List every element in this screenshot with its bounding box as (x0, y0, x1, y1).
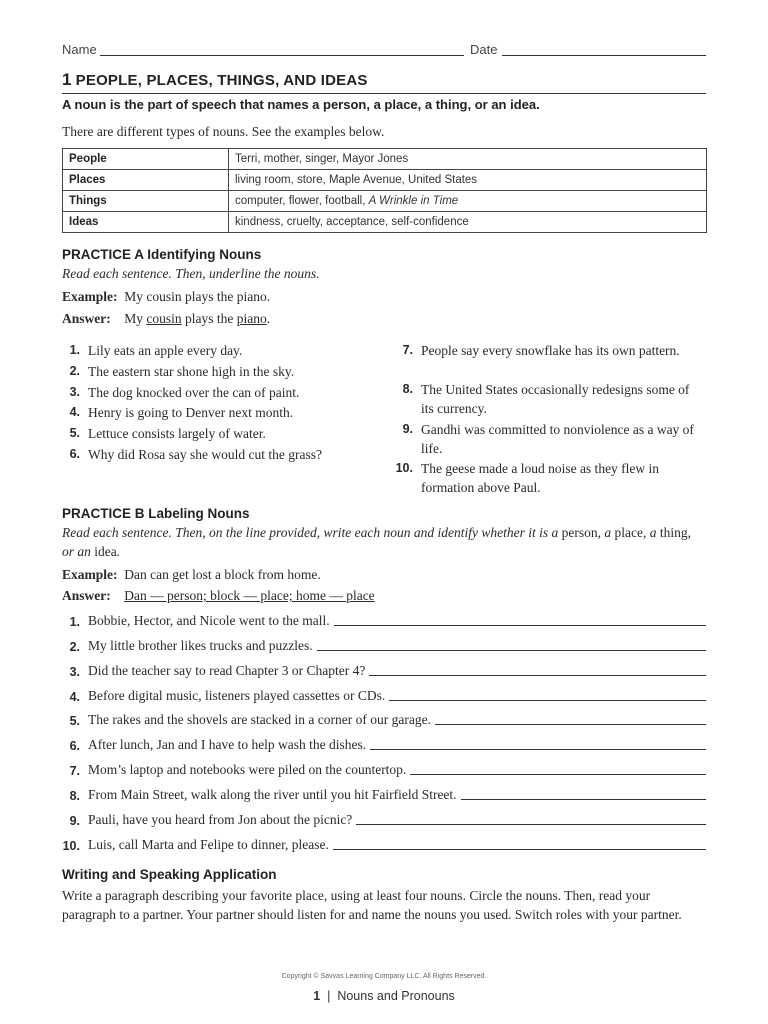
item-sentence: Henry is going to Denver next month. (88, 405, 294, 420)
example-label: Example: (62, 567, 118, 582)
practice-a-item (62, 445, 352, 483)
item-sentence: From Main Street, walk along the river until you hit Fairfield Street. (88, 787, 457, 802)
instruction-text: or an (62, 543, 91, 559)
answer-text: My (124, 311, 147, 326)
instruction-text: a (649, 525, 657, 540)
practice-a-item (395, 459, 705, 497)
section-name: Nouns and Pronouns (337, 989, 455, 1003)
labeling-row (62, 609, 706, 629)
example-sentence: Dan can get lost a block from home. (124, 567, 321, 582)
item-number: 8. (69, 789, 80, 803)
item-number: 10. (395, 461, 413, 475)
noun-definition: A noun is the part of speech that names a person, a place, a thing, or an idea. (62, 97, 540, 112)
item-sentence: My little brother likes trucks and puzzles. (88, 638, 313, 653)
answer-line[interactable] (334, 625, 706, 626)
answer-line[interactable] (317, 650, 706, 651)
application-heading: Writing and Speaking Application (62, 867, 277, 882)
instruction-text: , (597, 525, 605, 540)
date-field[interactable] (502, 55, 706, 56)
labeling-row (62, 684, 706, 704)
page-title (62, 70, 706, 90)
item-sentence: Luis, call Marta and Felipe to dinner, please. (88, 837, 329, 852)
answer-line[interactable] (369, 675, 706, 676)
item-sentence: The geese made a loud noise as they flew in formation above Paul. (421, 461, 660, 495)
title-divider (62, 93, 706, 94)
table-row (63, 191, 707, 212)
answer-line[interactable] (333, 849, 706, 850)
name-field[interactable] (100, 55, 464, 56)
table-row-examples: kindness, cruelty, acceptance, self-confidence (229, 212, 707, 233)
instruction-text: , (687, 525, 692, 540)
practice-a-item (395, 341, 705, 379)
answer-line[interactable] (410, 774, 706, 775)
item-number: 8. (402, 382, 413, 396)
practice-b-heading: PRACTICE B Labeling Nouns (62, 506, 250, 521)
table-row-examples: living room, store, Maple Avenue, United States (229, 170, 707, 191)
item-sentence: The United States occasionally redesigns some of its currency. (421, 382, 690, 416)
table-row (63, 212, 707, 233)
instruction-term: idea (94, 543, 117, 559)
item-sentence: Before digital music, listeners played cassettes or CDs. (88, 688, 386, 703)
table-row-examples (229, 191, 707, 212)
practice-a-item (62, 403, 352, 422)
table-row-label: Places (63, 170, 229, 191)
item-number: 4. (69, 405, 80, 419)
application-text: Write a paragraph describing your favorite place, using at least four nouns. Circle the nouns. Then, read your paragraph to a partner. Your partner should listen for and name the nouns you used. Switch roles with your partner. (62, 888, 682, 922)
labeling-row (62, 733, 706, 753)
example-label: Example: (62, 289, 118, 304)
table-row-label: Ideas (63, 212, 229, 233)
answer-label: Answer: (62, 311, 111, 326)
answer-line[interactable] (435, 724, 706, 725)
practice-b-example (62, 567, 706, 583)
answer-line[interactable] (356, 824, 706, 825)
instruction-text: , (643, 525, 650, 540)
item-sentence: Why did Rosa say she would cut the grass? (88, 447, 322, 462)
labeling-row (62, 783, 706, 803)
item-number: 3. (69, 665, 80, 679)
answer-text: Dan — person; block — place; home — place (124, 588, 375, 603)
item-number: 4. (69, 690, 80, 704)
labeling-row (62, 634, 706, 654)
practice-a-heading: PRACTICE A Identifying Nouns (62, 247, 262, 262)
item-sentence: People say every snowflake has its own pattern. (421, 343, 680, 358)
labeling-row (62, 808, 706, 828)
item-sentence: Lettuce consists largely of water. (88, 426, 266, 441)
item-number: 7. (69, 764, 80, 778)
item-sentence: Mom’s laptop and notebooks were piled on the countertop. (88, 762, 407, 777)
item-sentence: Gandhi was committed to nonviolence as a way of life. (421, 422, 694, 456)
instruction-text: . (116, 543, 121, 559)
examples-text: computer, flower, football, (235, 195, 369, 207)
instruction-term: place (614, 525, 643, 540)
labeling-row (62, 708, 706, 728)
lesson-title: PEOPLE, PLACES, THINGS, AND IDEAS (75, 72, 368, 89)
name-label: Name (62, 42, 97, 57)
copyright-notice: Copyright © Savvas Learning Company LLC. All Rights Reserved. (281, 973, 487, 980)
answer-text: . (266, 311, 271, 326)
item-sentence: Did the teacher say to read Chapter 3 or Chapter 4? (88, 663, 366, 678)
answer-line[interactable] (461, 799, 706, 800)
item-number: 10. (62, 839, 80, 853)
answer-text: plays the (181, 311, 237, 326)
name-date-header (62, 42, 706, 60)
noun-types-table (62, 148, 707, 233)
item-number: 5. (69, 714, 80, 728)
item-sentence: Bobbie, Hector, and Nicole went to the mall. (88, 613, 330, 628)
instruction-term: person (561, 525, 598, 540)
book-title: A Wrinkle in Time (368, 195, 459, 207)
footer-separator: | (327, 989, 331, 1003)
item-sentence: Pauli, have you heard from Jon about the picnic? (88, 812, 353, 827)
labeling-row (62, 758, 706, 778)
item-number: 9. (402, 422, 413, 436)
practice-a-item (62, 362, 352, 381)
instruction-term: thing (659, 525, 688, 540)
item-number: 6. (69, 739, 80, 753)
underlined-noun: cousin (146, 311, 182, 326)
practice-a-answer (62, 311, 706, 327)
practice-a-item (62, 341, 352, 360)
practice-b-instruction (62, 524, 706, 561)
instruction-text: a (604, 525, 612, 540)
item-number: 2. (69, 640, 80, 654)
labeling-row (62, 659, 706, 679)
item-sentence: The eastern star shone high in the sky. (88, 364, 295, 379)
table-row-label: People (63, 149, 229, 170)
answer-line[interactable] (389, 700, 706, 701)
item-number: 6. (69, 447, 80, 461)
item-number: 7. (402, 343, 413, 357)
practice-a-example (62, 289, 706, 305)
item-sentence: After lunch, Jan and I have to help wash the dishes. (88, 737, 367, 752)
item-number: 3. (69, 385, 80, 399)
answer-label: Answer: (62, 588, 111, 603)
intro-text: There are different types of nouns. See the examples below. (62, 124, 385, 139)
item-number: 9. (69, 814, 80, 828)
table-row (63, 170, 707, 191)
answer-line[interactable] (370, 749, 706, 750)
item-number: 2. (69, 364, 80, 378)
lesson-number: 1 (62, 70, 72, 89)
table-row-label: Things (63, 191, 229, 212)
item-number: 1. (69, 343, 80, 357)
item-sentence: Lily eats an apple every day. (88, 343, 243, 358)
practice-a-item (62, 424, 352, 443)
practice-a-item (395, 420, 705, 458)
practice-b-answer (62, 588, 706, 604)
labeling-row (62, 833, 706, 853)
table-row-examples: Terri, mother, singer, Mayor Jones (229, 149, 707, 170)
page-number: 1 (313, 989, 321, 1003)
item-sentence: The rakes and the shovels are stacked in a corner of our garage. (88, 712, 431, 727)
page-footer (0, 989, 768, 1003)
practice-a-instruction: Read each sentence. Then, underline the nouns. (62, 266, 320, 281)
underlined-noun: piano (236, 311, 267, 326)
item-sentence: The dog knocked over the can of paint. (88, 385, 300, 400)
item-number: 5. (69, 426, 80, 440)
date-label: Date (470, 42, 498, 57)
instruction-text: Read each sentence. Then, on the line provided, write each noun and identify whether it is a (62, 525, 562, 540)
practice-a-item (395, 380, 705, 418)
table-row (63, 149, 707, 170)
example-sentence: My cousin plays the piano. (124, 289, 271, 304)
item-number: 1. (69, 615, 80, 629)
practice-a-item (62, 383, 352, 402)
